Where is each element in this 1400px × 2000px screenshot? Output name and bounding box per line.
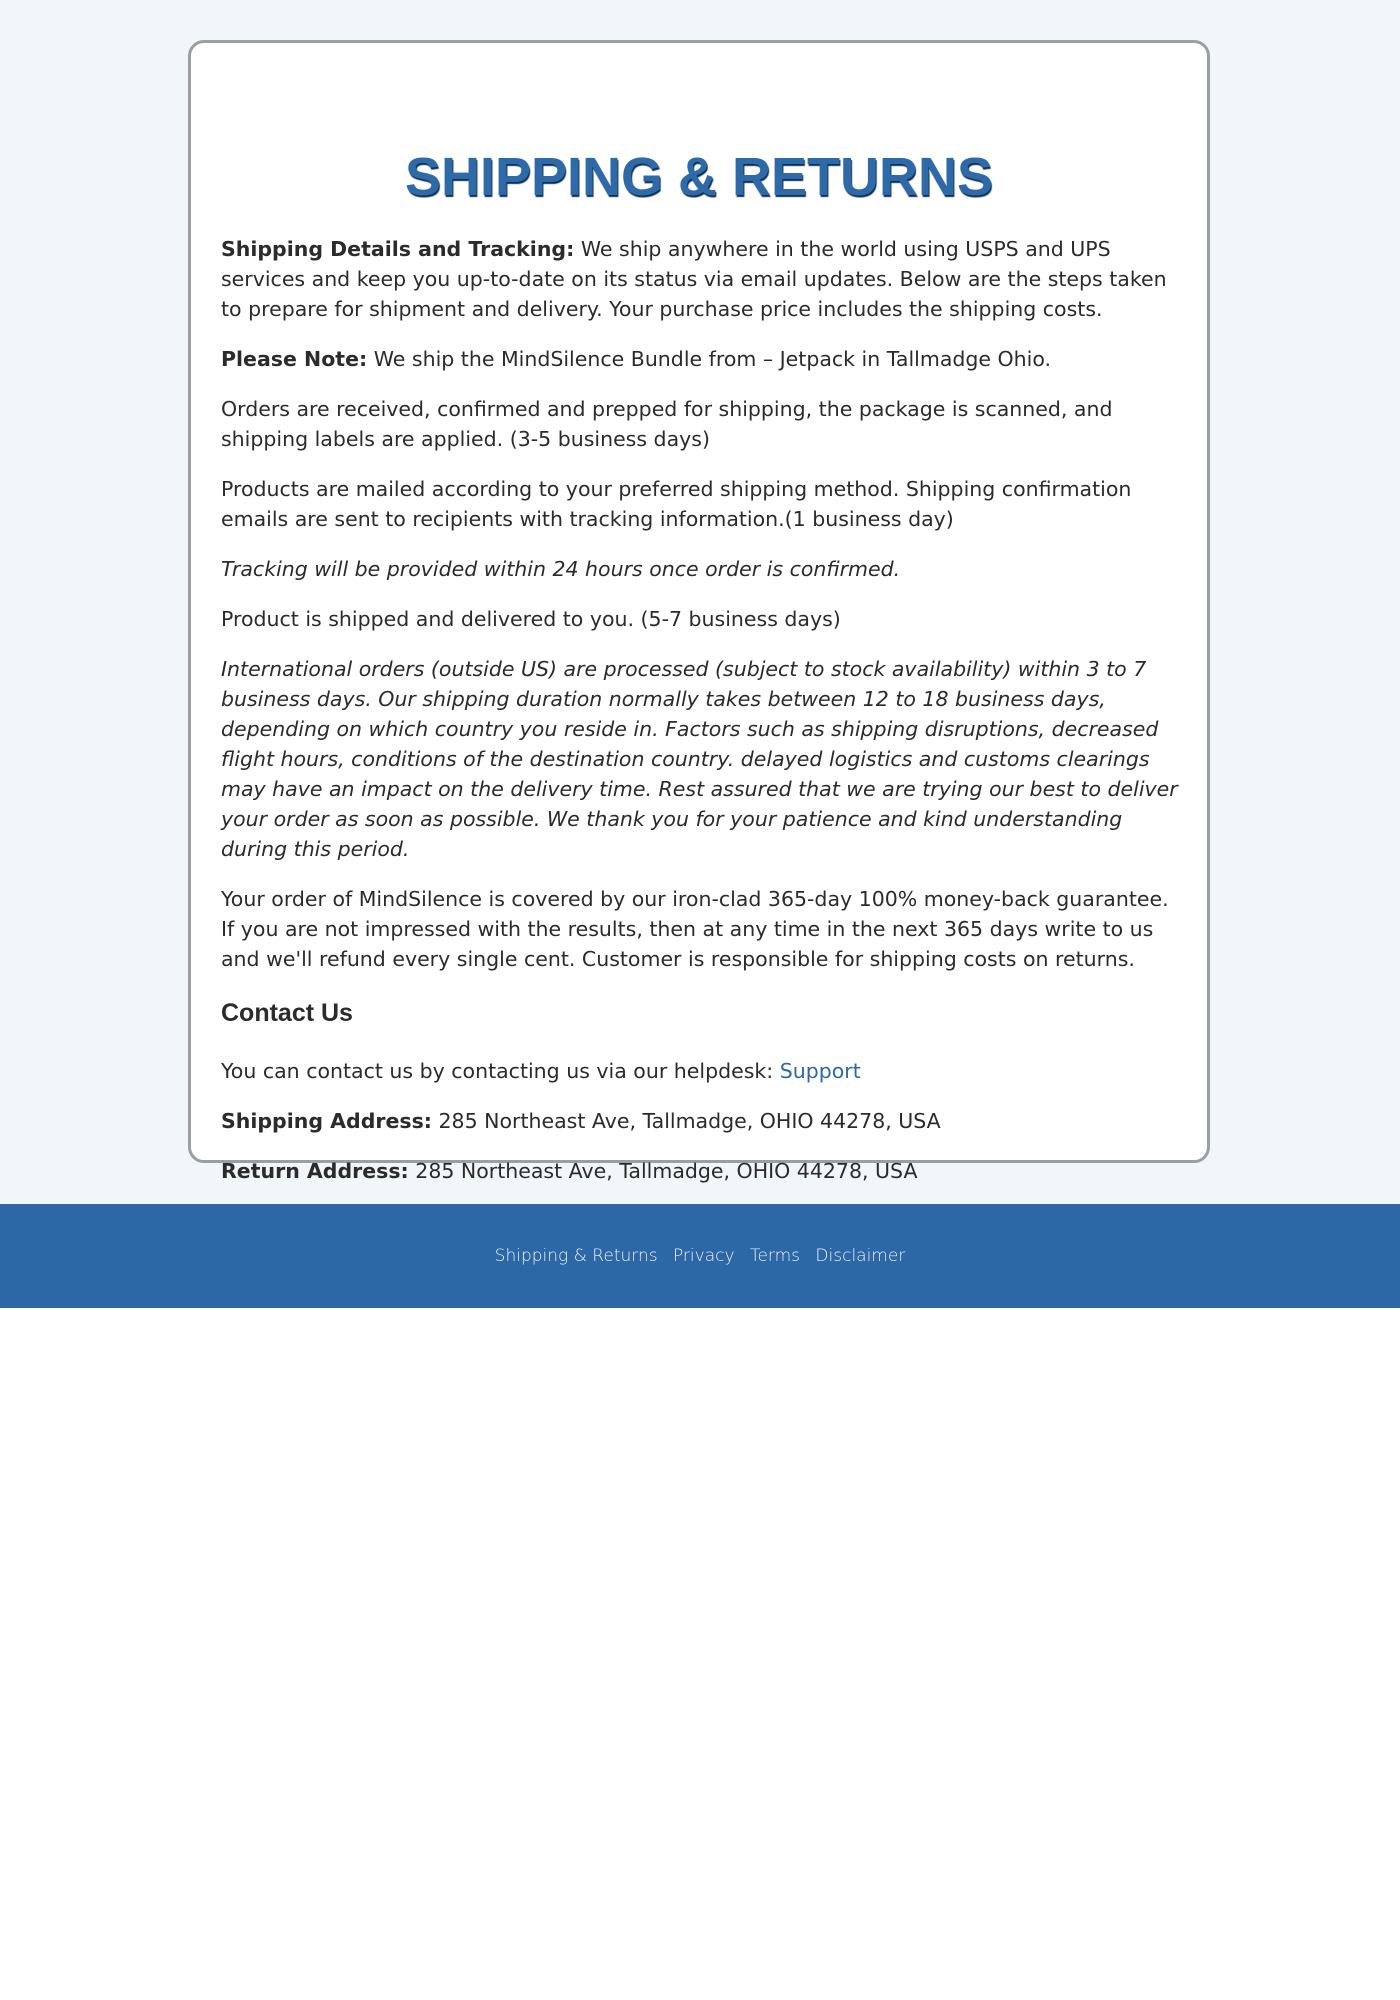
please-note-paragraph xyxy=(221,344,1185,374)
footer-link-shipping-returns[interactable]: Shipping & Returns xyxy=(494,1246,658,1266)
delivered-step-paragraph: Product is shipped and delivered to you. (5-7 business days) xyxy=(221,607,841,631)
shipping-address-label: Shipping Address: xyxy=(221,1109,432,1133)
contact-heading: Contact Us xyxy=(221,999,353,1027)
footer-link-terms[interactable]: Terms xyxy=(749,1246,801,1266)
footer-link-disclaimer[interactable]: Disclaimer xyxy=(815,1246,906,1266)
shipping-details-label: Shipping Details and Tracking: xyxy=(221,237,575,261)
tracking-note: Tracking will be provided within 24 hours once order is confirmed. xyxy=(221,557,901,581)
orders-step-paragraph: Orders are received, confirmed and prepped for shipping, the package is scanned, and shipping labels are applied. (3-5 business days) xyxy=(221,397,1113,451)
shipping-address: 285 Northeast Ave, Tallmadge, OHIO 44278, USA xyxy=(432,1109,941,1133)
return-address: 285 Northeast Ave, Tallmadge, OHIO 44278, USA xyxy=(408,1159,918,1183)
footer xyxy=(0,1204,1400,1308)
return-address-label: Return Address: xyxy=(221,1159,409,1183)
shipping-details-paragraph xyxy=(221,234,1185,324)
return-address-paragraph xyxy=(221,1156,1185,1186)
content-card xyxy=(188,40,1210,1183)
policy-content xyxy=(221,234,1185,1206)
mailed-step-paragraph: Products are mailed according to your preferred shipping method. Shipping confirmation emails are sent to recipients with tracking information.(1 business day) xyxy=(221,477,1132,531)
footer-link-privacy[interactable]: Privacy xyxy=(672,1246,735,1266)
please-note-label: Please Note: xyxy=(221,347,368,371)
please-note-text: We ship the MindSilence Bundle from – Jetpack in Tallmadge Ohio. xyxy=(367,347,1052,371)
helpdesk-text: You can contact us by contacting us via our helpdesk: xyxy=(221,1059,780,1083)
page-title: SHIPPING & RETURNS xyxy=(404,147,994,207)
international-orders-note: International orders (outside US) are processed (subject to stock availability) within 3 to 7 business days. Our shipping duration normally takes between 12 to 18 business days, depending on which country you reside in. Factors such as shipping disruptions, decreased flight hours, conditions of the destination country. delayed logistics and customs clearings may have an impact on the delivery time. Rest assured that we are trying our best to deliver your order as soon as possible. We thank you for your patience and kind understanding during this period. xyxy=(221,657,1178,861)
helpdesk-paragraph xyxy=(221,1056,1185,1086)
guarantee-paragraph: Your order of MindSilence is covered by our iron-clad 365-day 100% money-back guarantee. If you are not impressed with the results, then at any time in the next 365 days write to us and we'll refund every single cent. Customer is responsible for shipping costs on returns. xyxy=(221,887,1169,971)
shipping-address-paragraph xyxy=(221,1106,1185,1136)
support-link[interactable]: Support xyxy=(779,1059,861,1083)
shipping-details-text: We ship anywhere in the world using USPS and UPS services and keep you up-to-date on its status via email updates. Below are the steps taken to prepare for shipment and delivery. Your purchase price includes the shipping costs. xyxy=(221,237,1167,321)
